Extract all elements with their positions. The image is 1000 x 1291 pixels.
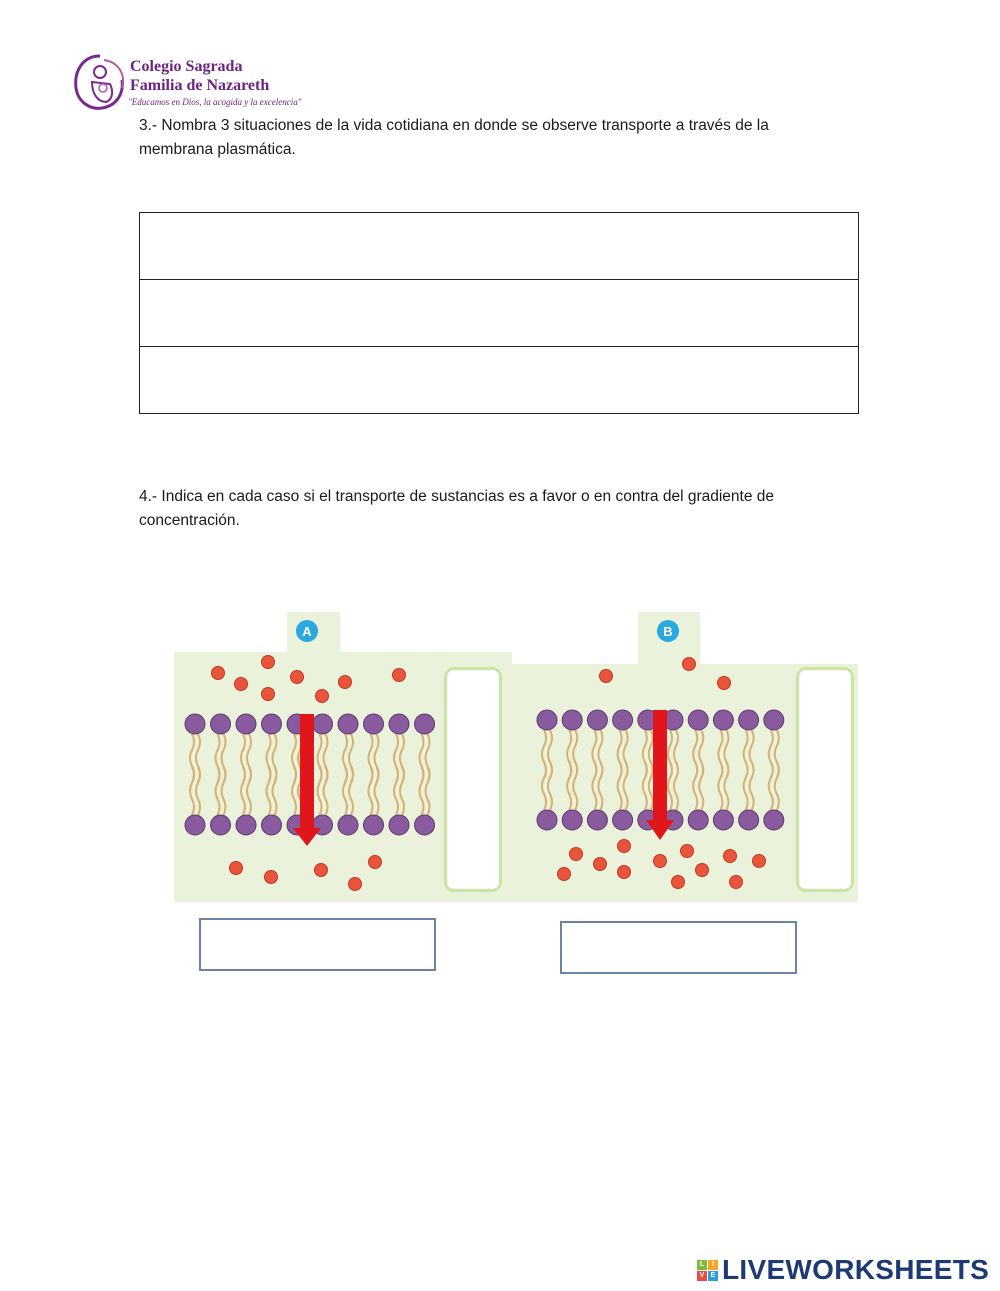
solute-particle-b xyxy=(618,840,631,853)
solute-particle-b xyxy=(683,658,696,671)
phospholipid-head-b xyxy=(713,810,733,830)
solute-particle-b xyxy=(594,858,607,871)
solute-particle-b xyxy=(730,876,743,889)
phospholipid-head-b xyxy=(587,810,607,830)
phospholipid-head-a xyxy=(415,714,435,734)
phospholipid-head-b xyxy=(739,710,759,730)
solute-particle-a xyxy=(265,871,278,884)
phospholipid-head-b xyxy=(562,710,582,730)
phospholipid-head-b xyxy=(688,810,708,830)
liveworksheets-logo-icon: L I V E xyxy=(697,1260,718,1281)
phospholipid-head-a xyxy=(364,815,384,835)
phospholipid-head-a xyxy=(262,815,282,835)
phospholipid-head-a xyxy=(313,714,333,734)
school-name-line1: Colegio Sagrada xyxy=(130,58,243,75)
phospholipid-head-a xyxy=(364,714,384,734)
phospholipid-head-b xyxy=(613,810,633,830)
solute-particle-b xyxy=(600,670,613,683)
phospholipid-head-b xyxy=(587,710,607,730)
phospholipid-head-a xyxy=(389,815,409,835)
phospholipid-head-b xyxy=(537,810,557,830)
phospholipid-head-a xyxy=(211,815,231,835)
solute-particle-a xyxy=(262,688,275,701)
solute-particle-b xyxy=(618,866,631,879)
panel-b-answer-box[interactable] xyxy=(560,921,797,974)
phospholipid-head-a xyxy=(236,714,256,734)
solute-particle-a xyxy=(291,671,304,684)
phospholipid-head-a xyxy=(338,714,358,734)
solute-particle-b xyxy=(558,868,571,881)
solute-particle-a xyxy=(262,656,275,669)
solute-particle-a xyxy=(235,678,248,691)
solute-particle-a xyxy=(369,856,382,869)
solute-particle-a xyxy=(349,878,362,891)
solute-particle-b xyxy=(681,845,694,858)
phospholipid-head-a xyxy=(262,714,282,734)
solute-particle-b xyxy=(570,848,583,861)
solute-particle-a xyxy=(316,690,329,703)
phospholipid-head-b xyxy=(688,710,708,730)
phospholipid-head-b xyxy=(764,810,784,830)
solute-particle-b xyxy=(696,864,709,877)
solute-particle-b xyxy=(753,855,766,868)
question-4-text: 4.- Indica en cada caso si el transporte de sustancias es a favor o en contra del gradiente de concentración. xyxy=(139,488,775,529)
solute-particle-b xyxy=(672,876,685,889)
phospholipid-head-b xyxy=(537,710,557,730)
solute-particle-a xyxy=(315,864,328,877)
school-tagline: "Educamos en Dios, la acogida y la excelencia" xyxy=(128,97,302,107)
question-3-text: 3.- Nombra 3 situaciones de la vida cotidiana en donde se observe transporte a través de la membrana plasmática. xyxy=(139,117,769,158)
phospholipid-head-a xyxy=(415,815,435,835)
phospholipid-head-b xyxy=(764,710,784,730)
phospholipid-head-b xyxy=(613,710,633,730)
phospholipid-head-a xyxy=(185,815,205,835)
phospholipid-head-a xyxy=(185,714,205,734)
solute-particle-b xyxy=(718,677,731,690)
phospholipid-head-b xyxy=(739,810,759,830)
solute-particle-a xyxy=(230,862,243,875)
phospholipid-head-a xyxy=(389,714,409,734)
school-name-line2: Familia de Nazareth xyxy=(130,77,270,94)
badge-b-label: B xyxy=(663,624,673,639)
liveworksheets-brand xyxy=(697,1254,989,1286)
panel-a-drop-slot[interactable] xyxy=(444,667,502,892)
panel-b-drop-slot[interactable] xyxy=(796,667,854,892)
phospholipid-head-a xyxy=(236,815,256,835)
badge-a-label: A xyxy=(302,624,312,639)
solute-particle-a xyxy=(393,669,406,682)
liveworksheets-wordmark: LIVEWORKSHEETS xyxy=(722,1254,990,1285)
phospholipid-head-a xyxy=(211,714,231,734)
solute-particle-a xyxy=(339,676,352,689)
solute-particle-b xyxy=(654,855,667,868)
panel-a-answer-box[interactable] xyxy=(199,918,436,971)
solute-particle-a xyxy=(212,667,225,680)
phospholipid-head-a xyxy=(338,815,358,835)
phospholipid-head-b xyxy=(562,810,582,830)
phospholipid-head-b xyxy=(713,710,733,730)
solute-particle-b xyxy=(724,850,737,863)
